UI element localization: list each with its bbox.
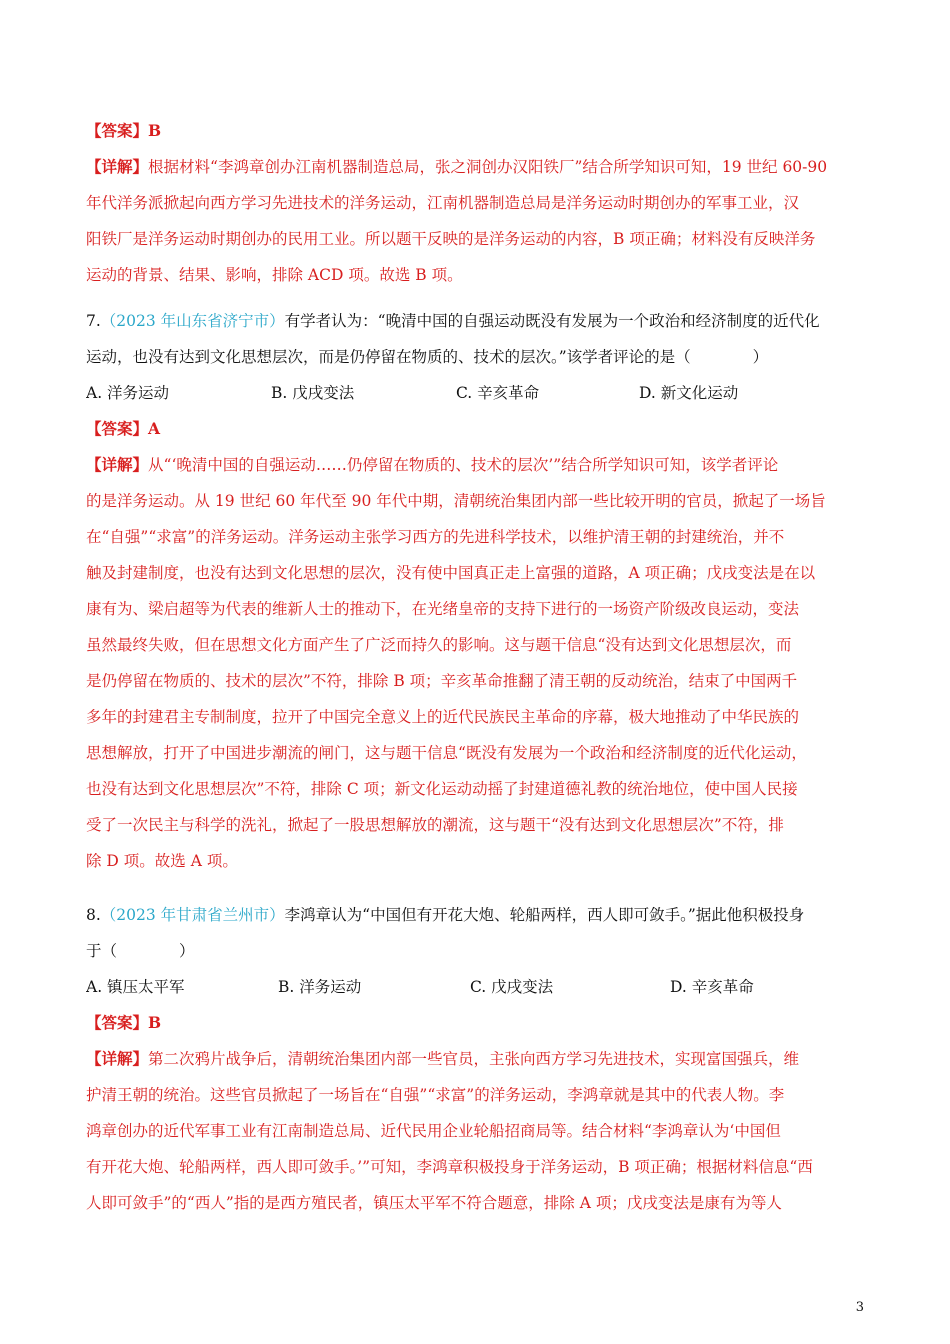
q7-detail-tag: 【详解】 xyxy=(86,455,149,474)
q7-detail-line-12: 除 D 项。故选 A 项。 xyxy=(86,852,238,870)
q7-option-d: D. 新文化运动 xyxy=(639,384,739,402)
q8-option-b: B. 洋务运动 xyxy=(278,978,362,996)
q7-stem-line-1: 7.（2023 年山东省济宁市）有学者认为：“晚清中国的自强运动既没有发展为一个政治和经济制度的近代化 xyxy=(86,312,820,330)
q8-answer: 【答案】B xyxy=(86,1013,162,1032)
q7-source: （2023 年山东省济宁市） xyxy=(100,312,285,330)
q8-detail-line-5: 人即可敛手”的“西人”指的是西方殖民者，镇压太平军不符合题意，排除 A 项；戊戌变法是康有为等人 xyxy=(86,1194,782,1212)
q7-detail-line-7: 是仍停留在物质的、技术的层次”不符，排除 B 项；辛亥革命推翻了清王朝的反动统治，结束了中国两千 xyxy=(86,672,798,690)
q6-detail-line-3: 阳铁厂是洋务运动时期创办的民用工业。所以题干反映的是洋务运动的内容，B 项正确；材料没有反映洋务 xyxy=(86,230,816,248)
q7-answer: 【答案】A xyxy=(86,419,161,438)
q7-detail-line-8: 多年的封建君主专制制度，拉开了中国完全意义上的近代民族民主革命的序幕，极大地推动了中华民族的 xyxy=(86,708,800,726)
q8-detail-tag: 【详解】 xyxy=(86,1049,149,1068)
q7-detail-line-2: 的是洋务运动。从 19 世纪 60 年代至 90 年代中期，清朝统治集团内部一些比较开明的官员，掀起了一场旨 xyxy=(86,492,826,510)
q7-options xyxy=(86,375,866,411)
q8-section xyxy=(86,897,866,1221)
q8-stem-line-1: 8.（2023 年甘肃省兰州市）李鸿章认为“中国但有开花大炮、轮船两样，西人即可敛手。”据此他积极投身 xyxy=(86,906,805,924)
q8-option-c: C. 戊戌变法 xyxy=(470,978,554,996)
q7-detail-line-4: 触及封建制度，也没有达到文化思想的层次，没有使中国真正走上富强的道路，A 项正确；戊戌变法是在以 xyxy=(86,564,816,582)
q7-detail-line-9: 思想解放，打开了中国进步潮流的闸门，这与题干信息“既没有发展为一个政治和经济制度的近代化运动， xyxy=(86,744,807,762)
q8-options xyxy=(86,969,866,1005)
q7-detail-line-10: 也没有达到文化思想层次”不符，排除 C 项；新文化运动动摇了封建道德礼教的统治地位，使中国人民接 xyxy=(86,780,798,798)
q6-detail-tag: 【详解】 xyxy=(86,157,149,176)
q7-option-b: B. 戊戌变法 xyxy=(271,384,355,402)
q6-detail-line-2: 年代洋务派掀起向西方学习先进技术的洋务运动，江南机器制造总局是洋务运动时期创办的军事工业，汉 xyxy=(86,194,800,212)
q8-number: 8. xyxy=(86,906,101,924)
q7-option-c: C. 辛亥革命 xyxy=(456,384,540,402)
q7-detail-line-11: 受了一次民主与科学的洗礼，掀起了一股思想解放的潮流，这与题干“没有达到文化思想层次”不符，排 xyxy=(86,816,784,834)
q8-detail-line-4: 有开花大炮、轮船两样，西人即可敛手。’”可知，李鸿章积极投身于洋务运动，B 项正确；根据材料信息“西 xyxy=(86,1158,813,1176)
q7-detail-line-1: 【详解】从“‘晚清中国的自强运动……仍停留在物质的、技术的层次’”结合所学知识可知，该学者评论 xyxy=(86,455,779,474)
q8-detail-line-1: 【详解】第二次鸦片战争后，清朝统治集团内部一些官员，主张向西方学习先进技术，实现富国强兵，维 xyxy=(86,1049,800,1068)
q8-detail-line-3: 鸿章创办的近代军事工业有江南制造总局、近代民用企业轮船招商局等。结合材料“李鸿章认为‘中国但 xyxy=(86,1122,781,1140)
q6-detail-line-4: 运动的背景、结果、影响，排除 ACD 项。故选 B 项。 xyxy=(86,266,463,284)
q6-section xyxy=(86,113,866,293)
q8-detail-line-2: 护清王朝的统治。这些官员掀起了一场旨在“自强”“求富”的洋务运动，李鸿章就是其中的代表人物。李 xyxy=(86,1086,785,1104)
q8-option-a: A. 镇压太平军 xyxy=(86,978,185,996)
q7-option-a: A. 洋务运动 xyxy=(86,384,170,402)
q6-detail-line-1: 【详解】根据材料“李鸿章创办江南机器制造总局，张之洞创办汉阳铁厂”结合所学知识可知，19 世纪 60-90 xyxy=(86,157,828,176)
q7-detail-line-5: 康有为、梁启超等为代表的维新人士的推动下，在光绪皇帝的支持下进行的一场资产阶级改良运动，变法 xyxy=(86,600,800,618)
q7-number: 7. xyxy=(86,312,101,330)
q8-source: （2023 年甘肃省兰州市） xyxy=(100,906,285,924)
page-number: 3 xyxy=(855,1300,864,1315)
q7-section xyxy=(86,303,866,879)
q7-detail-line-3: 在“自强”“求富”的洋务运动。洋务运动主张学习西方的先进科学技术，以维护清王朝的封建统治，并不 xyxy=(86,528,785,546)
q6-answer: 【答案】B xyxy=(86,121,162,140)
q8-stem-line-2: 于（ ） xyxy=(86,942,195,960)
q7-stem-line-2: 运动，也没有达到文化思想层次，而是仍停留在物质的、技术的层次。”该学者评论的是（ ） xyxy=(86,348,769,366)
q7-detail-line-6: 虽然最终失败，但在思想文化方面产生了广泛而持久的影响。这与题干信息“没有达到文化思想层次，而 xyxy=(86,636,792,654)
q8-option-d: D. 辛亥革命 xyxy=(670,978,754,996)
